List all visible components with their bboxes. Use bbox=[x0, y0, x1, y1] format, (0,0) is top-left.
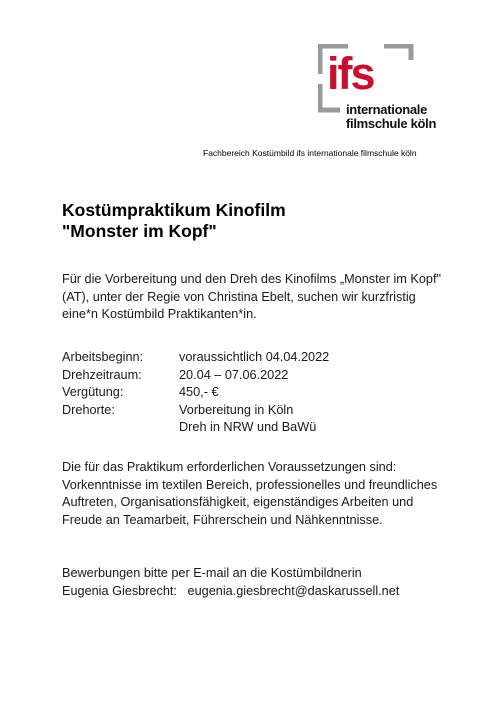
logo-line-1: internationale bbox=[346, 102, 428, 117]
details-table bbox=[62, 349, 329, 437]
detail-label: Drehzeitraum: bbox=[62, 367, 142, 382]
detail-value: Dreh in NRW und BaWü bbox=[179, 420, 317, 434]
intro-paragraph: Für die Vorbereitung und den Dreh des Kinofilms „Monster im Kopf" (AT), unter der Regie von Christina Ebelt, suchen wir kurzfristig eine*n Kostümbild Praktikanten*in. bbox=[62, 272, 441, 321]
detail-row bbox=[62, 402, 329, 420]
title-line-1: Kostümpraktikum Kinofilm bbox=[62, 200, 286, 220]
requirements-paragraph: Die für das Praktikum erforderlichen Voraussetzungen sind: Vorkenntnisse im textilen Bereich, professionelles und freundliches Auftreten, Organisationsfähigkeit, eigenständiges Arbeiten und Freude an Teamarbeit, Führerschein und Nähkenntnisse. bbox=[62, 460, 438, 527]
logo-line-2: filmschule köln bbox=[346, 116, 437, 131]
detail-label bbox=[62, 419, 179, 437]
detail-value: Vorbereitung in Köln bbox=[179, 402, 294, 417]
detail-row bbox=[62, 367, 329, 385]
ifs-logo bbox=[318, 44, 448, 134]
document-title bbox=[62, 200, 286, 242]
department-line: Fachbereich Kostümbild ifs internationale filmschule köln bbox=[203, 148, 417, 158]
application-block bbox=[62, 565, 399, 600]
detail-value: 450,- € bbox=[179, 385, 219, 399]
title-line-2: "Monster im Kopf" bbox=[62, 221, 217, 241]
detail-value: voraussichtlich 04.04.2022 bbox=[179, 350, 330, 364]
detail-value: 20.04 – 07.06.2022 bbox=[179, 367, 289, 382]
logo-wordmark: ifs bbox=[327, 48, 374, 99]
detail-row bbox=[62, 419, 329, 437]
detail-label: Drehorte: bbox=[62, 402, 115, 417]
detail-row bbox=[62, 349, 329, 367]
application-line-1: Bewerbungen bitte per E-mail an die Kostümbildnerin bbox=[62, 566, 362, 580]
detail-label: Arbeitsbeginn: bbox=[62, 350, 144, 364]
detail-label: Vergütung: bbox=[62, 385, 124, 399]
application-line-2: Eugenia Giesbrecht: eugenia.giesbrecht@daskarussell.net bbox=[62, 583, 400, 598]
detail-row bbox=[62, 384, 329, 402]
